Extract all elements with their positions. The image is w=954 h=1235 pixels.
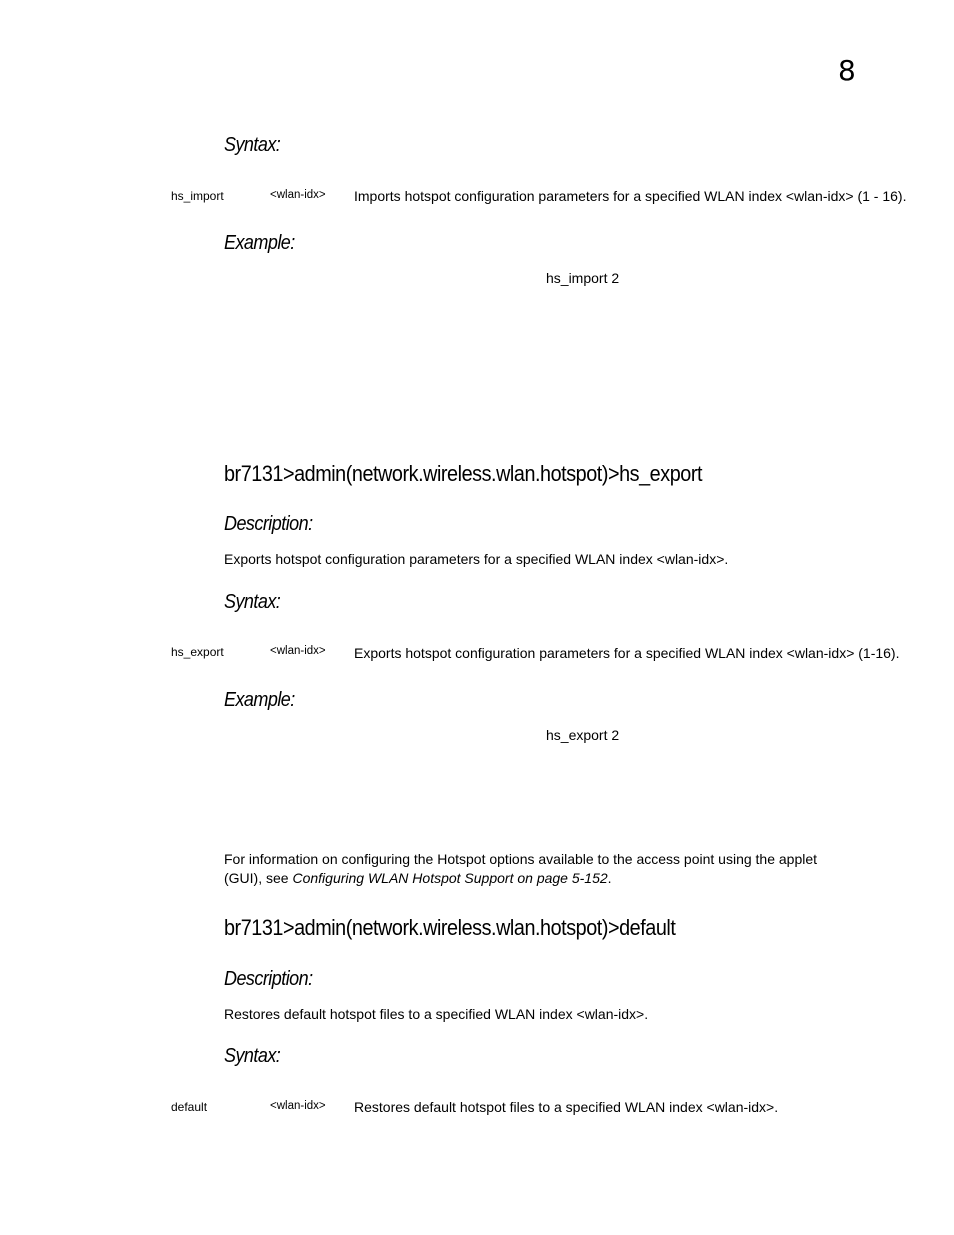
description-text: Restores default hotspot files to a specified WLAN index <wlan-idx>. [224,1006,649,1022]
syntax-label: Syntax: [224,134,281,156]
note-prefix: (GUI), see [224,870,293,886]
syntax-label: Syntax: [224,1045,281,1067]
syntax-param: <wlan-idx> [270,189,326,201]
example-code: hs_export 2 [546,727,620,743]
cross-reference-link[interactable]: Configuring WLAN Hotspot Support on page 5-152 [292,870,608,886]
syntax-description: Imports hotspot configuration parameters for a specified WLAN index <wlan-idx> (1 - 16). [354,188,907,204]
syntax-label: Syntax: [224,591,281,613]
section-heading-hs-export: br7131>admin(network.wireless.wlan.hotspot)>hs_export [224,461,703,486]
note-line-2 [224,869,817,888]
section-heading-default: br7131>admin(network.wireless.wlan.hotspot)>default [224,915,676,940]
note-line-1: For information on configuring the Hotspot options available to the access point using the applet [224,851,818,867]
syntax-param: <wlan-idx> [270,645,326,657]
syntax-command: hs_import [171,189,224,203]
example-label: Example: [224,689,295,711]
syntax-command: default [171,1100,208,1114]
note-paragraph [224,850,817,888]
syntax-param: <wlan-idx> [270,1100,326,1112]
syntax-description: Exports hotspot configuration parameters for a specified WLAN index <wlan-idx> (1-16). [354,645,900,661]
note-suffix: . [607,870,612,886]
syntax-command: hs_export [171,645,224,659]
chapter-number: 8 [838,54,856,87]
example-label: Example: [224,232,295,254]
syntax-description: Restores default hotspot files to a specified WLAN index <wlan-idx>. [354,1099,779,1115]
description-text: Exports hotspot configuration parameters for a specified WLAN index <wlan-idx>. [224,551,729,567]
example-code: hs_import 2 [546,270,620,286]
description-label: Description: [224,513,313,535]
description-label: Description: [224,968,313,990]
